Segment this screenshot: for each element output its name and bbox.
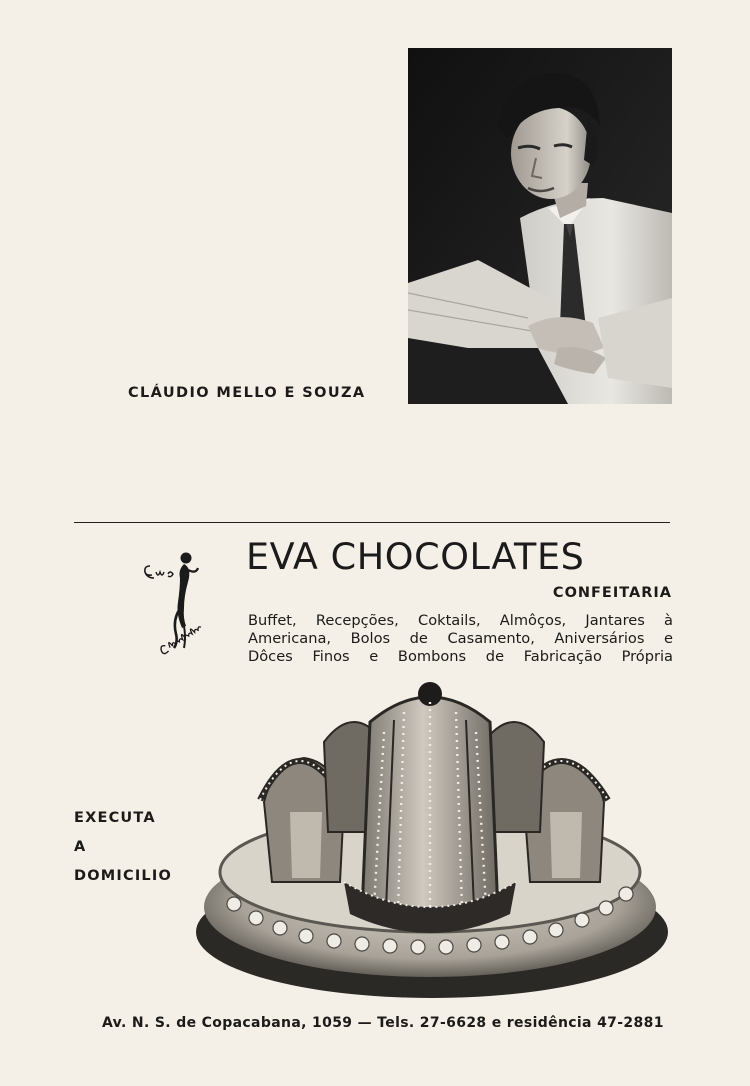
portrait-illustration: [408, 48, 672, 404]
services-list: [248, 612, 673, 666]
cake-illustration: [194, 682, 670, 998]
side-line: EXECUTA: [74, 810, 156, 826]
services-line: Americana, Bolos de Casamento, Aniversários e: [248, 630, 673, 647]
home-service-note: [74, 804, 172, 891]
address-text: Av. N. S. de Copacabana, 1059 — Tels. 27-6628 e residência 47-2881: [102, 1015, 664, 1031]
side-line: A: [74, 839, 87, 855]
eva-logo: [140, 548, 240, 658]
divider-line: [74, 522, 670, 523]
dancer-logo-icon: [140, 548, 240, 658]
cake-photo: [194, 682, 670, 998]
portrait-photo: [408, 48, 672, 404]
portrait-caption: CLÁUDIO MELLO E SOUZA: [128, 385, 366, 401]
address-line: [102, 1015, 677, 1031]
services-line: Dôces Finos e Bombons de Fabricação Própria: [248, 648, 673, 665]
side-line: DOMICILIO: [74, 868, 172, 884]
brand-subtitle: CONFEITARIA: [552, 585, 672, 601]
brand-name: EVA CHOCOLATES: [246, 535, 585, 578]
services-line: Buffet, Recepções, Coktails, Almôços, Jantares à: [248, 612, 673, 629]
